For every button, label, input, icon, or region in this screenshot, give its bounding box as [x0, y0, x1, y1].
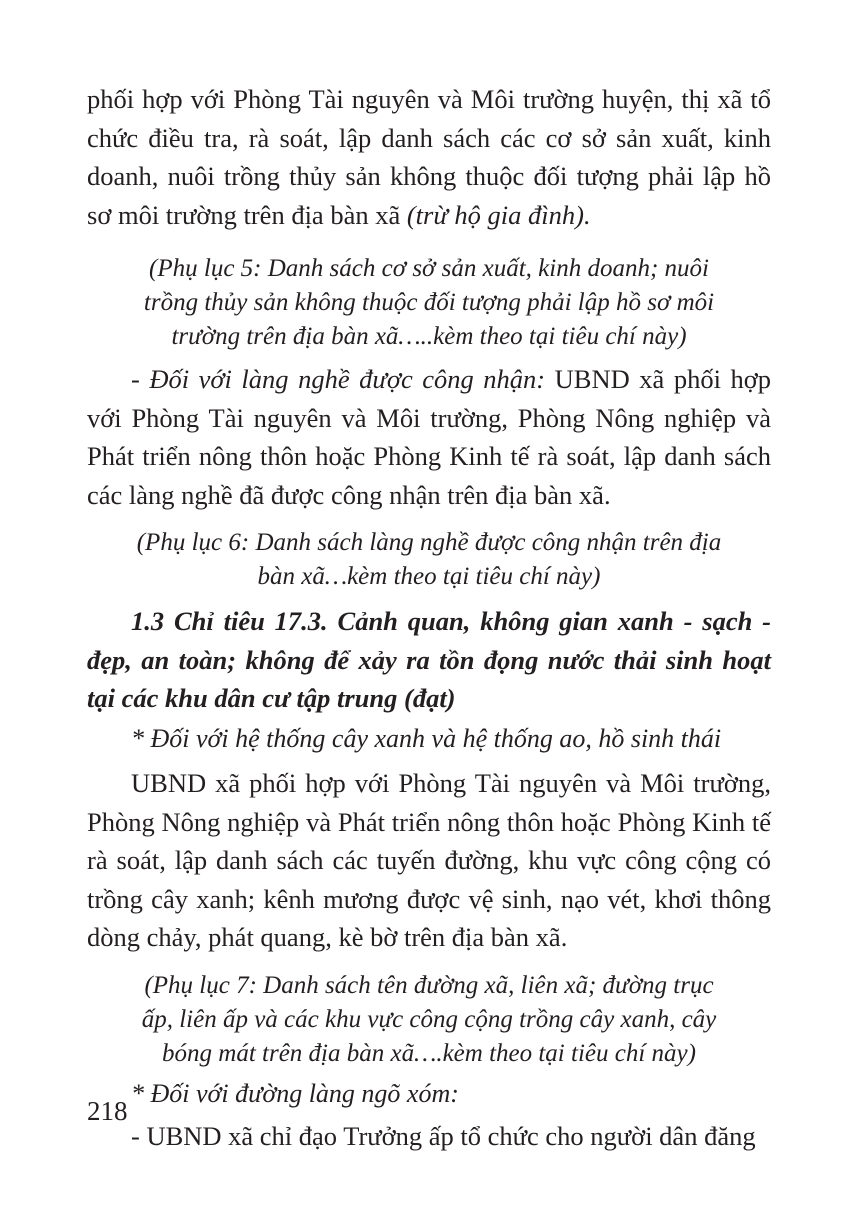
paragraph-green-trees: UBND xã phối hợp với Phòng Tài nguyên và Môi trường, Phòng Nông nghiệp và Phát triển nông thôn hoặc Phòng Kinh tế rà soát, lập danh sách các tuyến đường, khu vực công cộng có trồng cây xanh; kênh mương được vệ sinh, nạo vét, khơi thông dòng chảy, phát quang, kè bờ trên địa bàn xã. [87, 768, 771, 952]
paragraph-craft-villages-text: UBND xã phối hợp với Phòng Tài nguyên và Môi trường, Phòng Nông nghiệp và Phát triển nông thôn hoặc Phòng Kinh tế rà soát, lập danh sách các làng nghề đã được công nhận trên địa bàn xã. [87, 364, 771, 510]
subheading-green-trees: * Đối với hệ thống cây xanh và hệ thống ao, hồ sinh thái [131, 723, 722, 753]
appendix-7-line2: ấp, liên ấp và các khu vực công cộng trồng cây xanh, cây [141, 1005, 717, 1033]
appendix-7-line3: bóng mát trên địa bàn xã….kèm theo tại tiêu chí này) [162, 1039, 696, 1067]
appendix-7-line1: (Phụ lục 7: Danh sách tên đường xã, liên xã; đường trục [144, 971, 714, 999]
appendix-6-line1: (Phụ lục 6: Danh sách làng nghề được công nhận trên địa [136, 529, 722, 556]
paragraph-village-roads: - UBND xã chỉ đạo Trưởng ấp tổ chức cho người dân đăng [131, 1121, 756, 1151]
appendix-7-note [87, 969, 771, 1071]
section-heading: 1.3 Chỉ tiêu 17.3. Cảnh quan, không gian xanh - sạch - đẹp, an toàn; không để xảy ra tồn đọng nước thải sinh hoạt tại các khu dân cư tập trung (đạt) [87, 606, 771, 713]
paragraph-craft-villages-lead: - Đối với làng nghề được công nhận: [131, 364, 546, 394]
subheading-village-roads: * Đối với đường làng ngõ xóm: [131, 1078, 459, 1108]
page-body [87, 80, 771, 1156]
appendix-6-note [87, 526, 771, 594]
appendix-5-line2: trồng thủy sản không thuộc đối tượng phải lập hồ sơ môi [143, 289, 715, 316]
appendix-5-note [87, 252, 771, 354]
paragraph-intro [87, 80, 771, 234]
appendix-5-line3: trường trên địa bàn xã…..kèm theo tại tiêu chí này) [171, 323, 687, 350]
paragraph-craft-villages [87, 360, 771, 514]
paragraph-intro-italic: (trừ hộ gia đình). [406, 199, 591, 230]
appendix-5-line1: (Phụ lục 5: Danh sách cơ sở sản xuất, kinh doanh; nuôi [149, 255, 709, 282]
paragraph-intro-text: phối hợp với Phòng Tài nguyên và Môi trường huyện, thị xã tổ chức điều tra, rà soát, lập danh sách các cơ sở sản xuất, kinh doanh, nuôi trồng thủy sản không thuộc đối tượng phải lập hồ sơ môi trường trên địa bàn xã [87, 84, 771, 230]
appendix-6-line2: bàn xã…kèm theo tại tiêu chí này) [257, 563, 601, 590]
page-number: 218 [87, 1096, 128, 1126]
